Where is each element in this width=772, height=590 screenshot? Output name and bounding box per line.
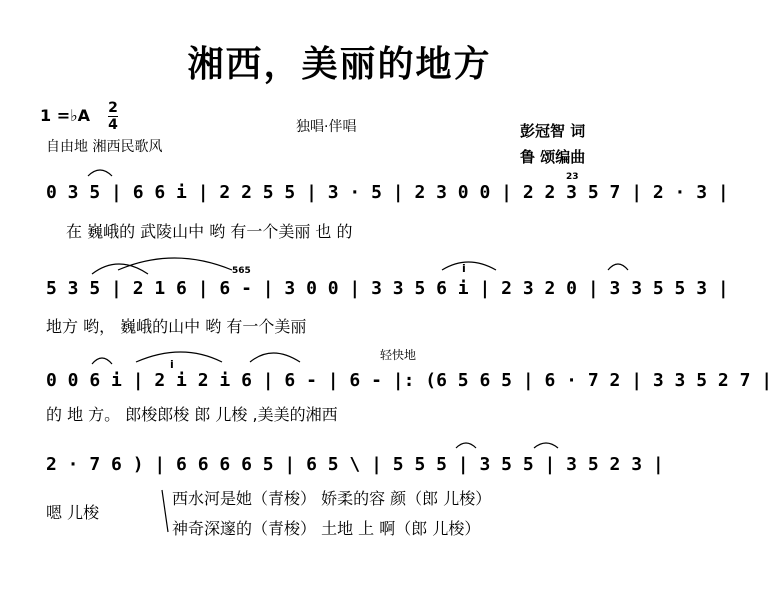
verse-2-lyrics: 神奇深邃的（青梭） 土地 上 啊（郎 儿梭） xyxy=(172,519,481,538)
performance-style: 独唱·伴唱 xyxy=(296,119,357,135)
composer-credit: 鲁 颂编曲 xyxy=(520,148,586,166)
song-title: 湘西，美丽的地方 xyxy=(187,44,492,85)
slur xyxy=(88,170,112,176)
slur xyxy=(608,264,628,270)
slur xyxy=(250,353,300,362)
slur xyxy=(456,443,476,448)
slur xyxy=(442,262,496,270)
notation-row-4: 2 · 7 6 ) | 6 6 6 6 5 | 6 5 \ | 5 5 5 | 3 5 5 | 3 5 2 3 | xyxy=(46,454,664,475)
notation-row-3: 0 0 6 i | 2 i 2 i 6 | 6 - | 6 - |: (6 5 6 5 | 6 · 7 2 | 3 3 5 2 7 | xyxy=(46,370,772,391)
grace-note-2: 565 xyxy=(232,266,251,276)
tempo-mark: 自由地 湘西民歌风 xyxy=(46,139,163,155)
lyrics-row-3: 的 地 方。 郎梭郎梭 郎 儿梭 ,美美的湘西 xyxy=(46,405,338,424)
lyrics-row-2: 地方 哟， 巍峨的山中 哟 有一个美丽 xyxy=(46,317,307,336)
notation-row-2: 5 3 5 | 2 1 6 | 6 - | 3 0 0 | 3 3 5 6 i | 2 3 2 0 | 3 3 5 5 3 | xyxy=(46,278,729,299)
lyricist-credit: 彭冠智 词 xyxy=(520,122,586,140)
slur xyxy=(118,258,232,270)
grace-note-1: 23 xyxy=(566,172,579,182)
notation-row-1: 0 3 5 | 6 6 i | 2 2 5 5 | 3 · 5 | 2 3 0 0 | 2 2 3 5 7 | 2 · 3 | xyxy=(46,182,729,203)
verse-bracket xyxy=(162,490,168,532)
tempo-change-mark: 轻快地 xyxy=(380,348,417,362)
slur xyxy=(92,358,112,364)
grace-note-4: i xyxy=(170,358,174,371)
time-signature-top: 2 xyxy=(108,100,118,116)
lyrics-row-1: 在 巍峨的 武陵山中 哟 有一个美丽 也 的 xyxy=(66,222,353,241)
time-signature-bottom: 4 xyxy=(108,117,118,133)
lyrics-row-4: 嗯 儿梭 xyxy=(46,503,100,522)
slur xyxy=(534,443,558,448)
key-signature: 1 =♭A xyxy=(40,106,91,125)
verse-1-lyrics: 西水河是她（青梭） 娇柔的容 颜（郎 儿梭） xyxy=(172,489,492,508)
grace-note-3: i xyxy=(462,262,466,275)
slur xyxy=(136,352,222,362)
